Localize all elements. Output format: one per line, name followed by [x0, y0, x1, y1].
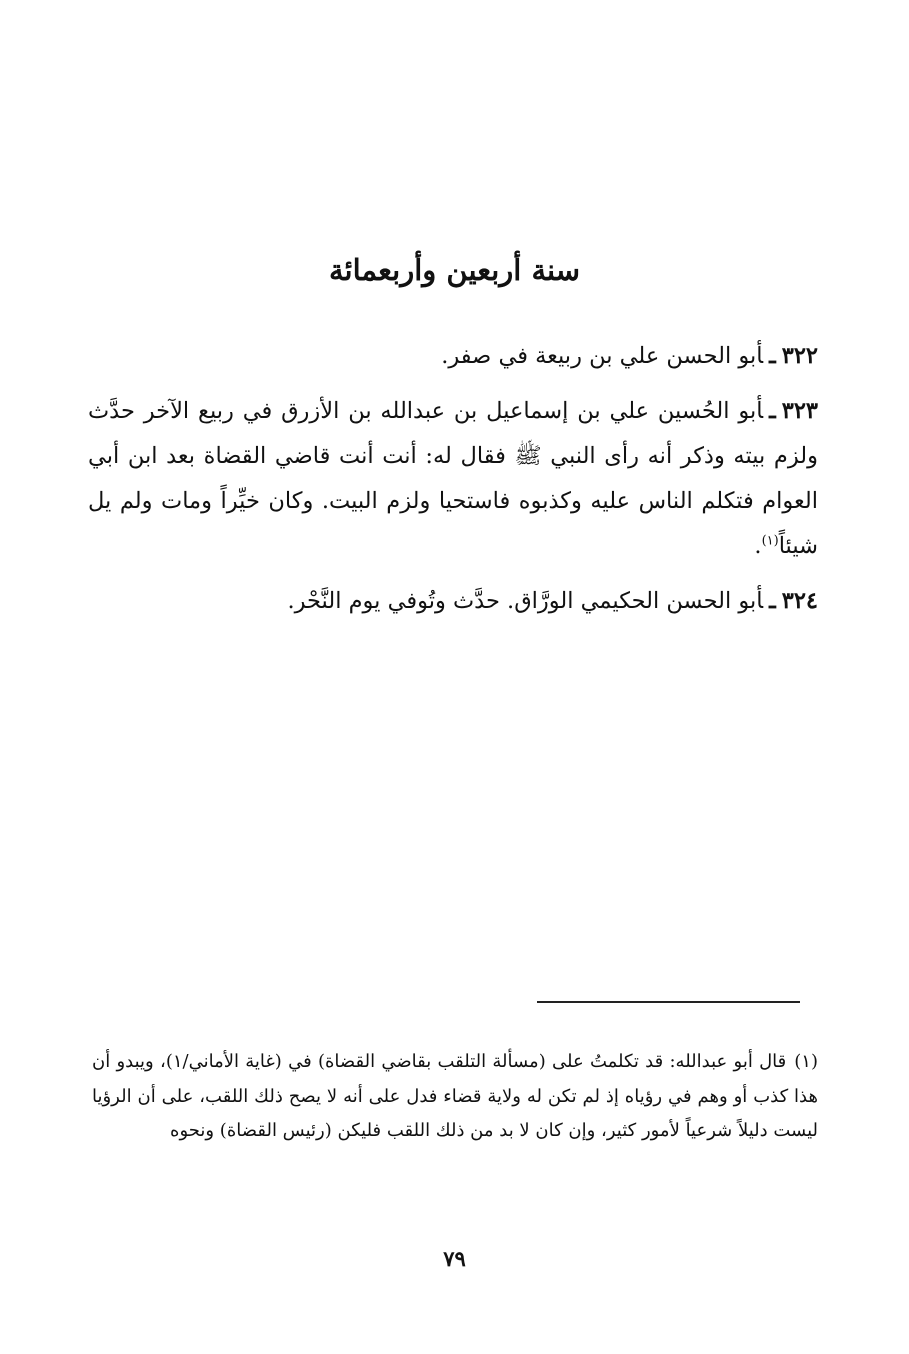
section-title: سنة أربعين وأربعمائة: [328, 253, 581, 287]
footnote-reference[interactable]: (١): [761, 533, 779, 549]
entry-323: [88, 389, 818, 569]
entry-separator: ـ: [769, 398, 776, 424]
entry-separator: ـ: [769, 343, 776, 369]
entries-list: [88, 334, 818, 634]
entry-322: [88, 334, 818, 379]
entry-text-end: .: [754, 533, 762, 559]
entry-text: أبو الحُسين علي بن إسماعيل بن عبدالله بن الأزرق في ربيع الآخر حدَّث ولزم بيته وذكر أنه رأى النبي ﷺ فقال له: أنت أنت قاضي القضاة بعد ابن أبي العوام فتكلم الناس عليه وكذبوه فاستحيا ولزم البيت. وكان خيِّراً ومات ولم يل شيئاً: [88, 398, 818, 559]
entry-text: أبو الحسن الحكيمي الورَّاق. حدَّث وتُوفي يوم النَّحْر.: [287, 588, 764, 614]
footnote: [92, 1045, 818, 1149]
entry-number: ٣٢٢: [781, 343, 818, 369]
entry-number: ٣٢٤: [781, 588, 818, 614]
page-number: ٧٩: [443, 1246, 466, 1271]
footnote-divider: [537, 1001, 800, 1003]
footnote-text: قال أبو عبدالله: قد تكلمتُ على (مسألة التلقب بقاضي القضاة) في (غاية الأماني/١)، ويبدو أن هذا كذب أو وهم في رؤياه إذ لم تكن له ولاية قضاء فدل على أنه لا يصح ذلك اللقب، على أن الرؤيا ليست دليلاً شرعياً لأمور كثير، وإن كان لا بد من ذلك اللقب فليكن (رئيس القضاة) ونحوه: [92, 1051, 818, 1141]
entry-324: [88, 579, 818, 624]
footnote-marker: (١): [794, 1051, 818, 1072]
entry-text: أبو الحسن علي بن ربيعة في صفر.: [441, 343, 764, 369]
entry-number: ٣٢٣: [781, 398, 818, 424]
entry-separator: ـ: [769, 588, 776, 614]
